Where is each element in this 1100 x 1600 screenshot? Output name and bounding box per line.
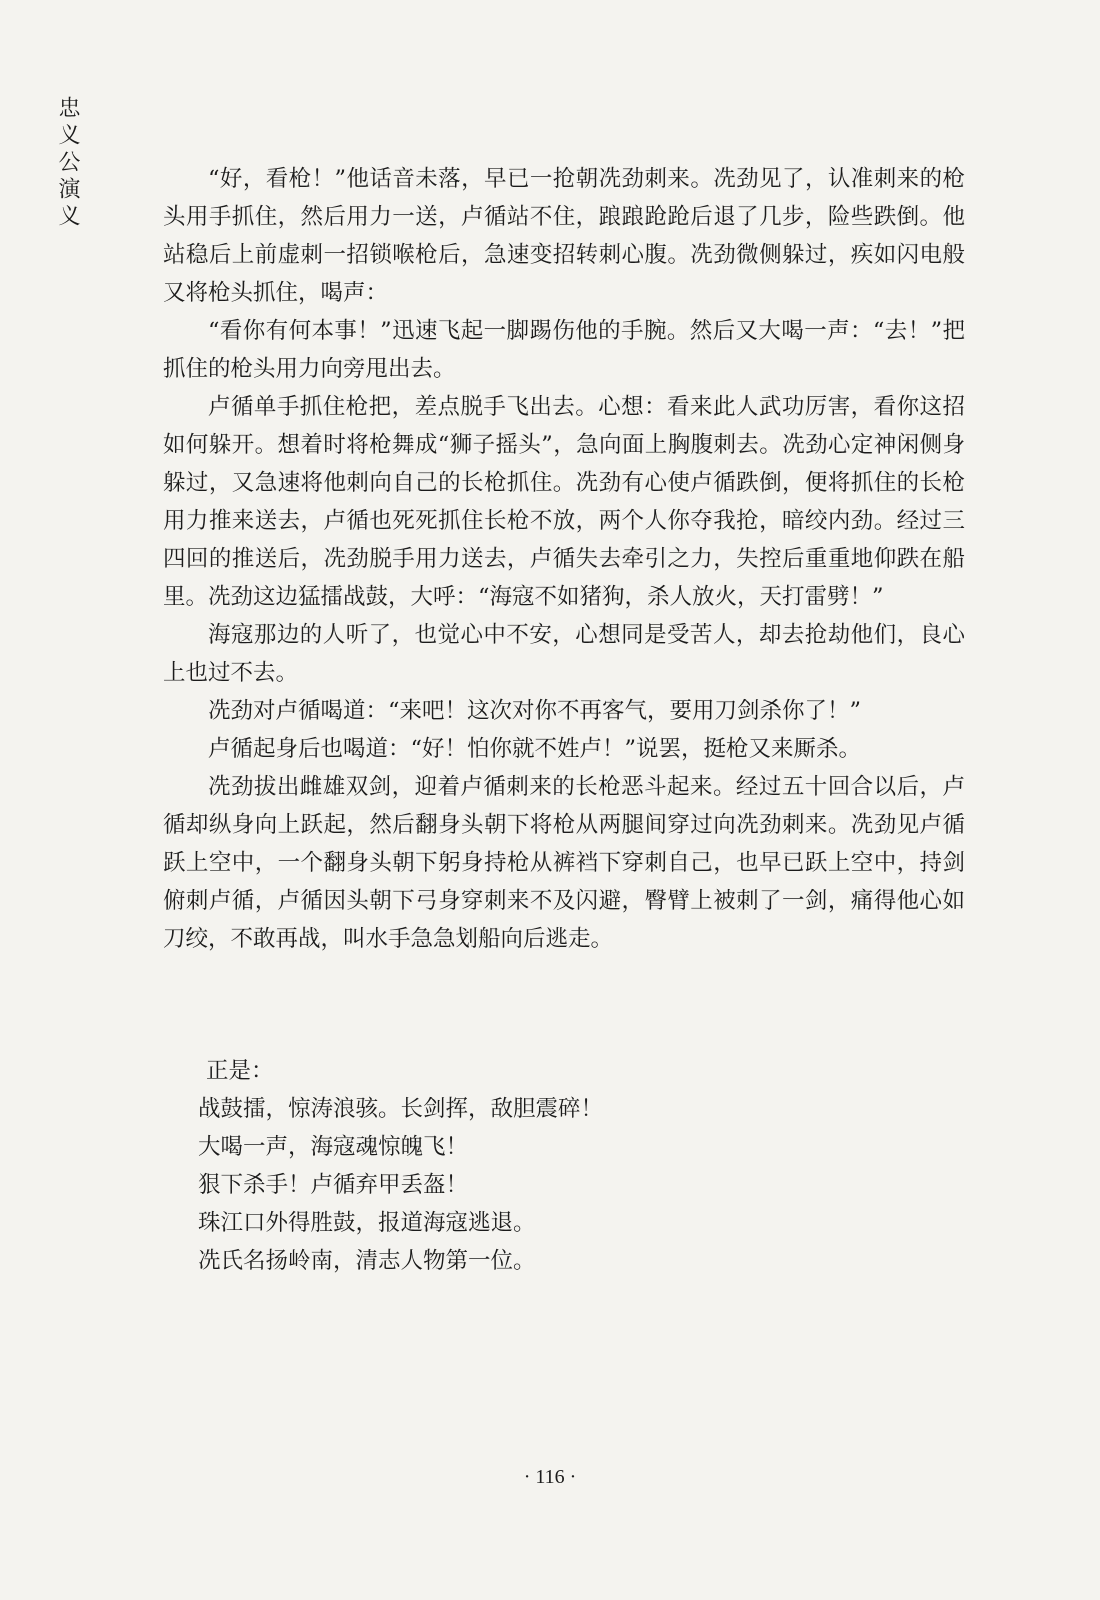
paragraph: 冼劲拔出雌雄双剑，迎着卢循刺来的长枪恶斗起来。经过五十回合以后，卢循却纵身向上跃起，然后翻身头朝下将枪从两腿间穿过向冼劲刺来。冼劲见卢循跃上空中，一个翻身头朝下躬身持枪从裤裆下穿刺自己，也早已跃上空中，持剑俯刺卢循，卢循因头朝下弓身穿刺来不及闪避，臀臂上被刺了一剑，痛得他心如刀绞，不敢再战，叫水手急急划船向后逃走。 bbox=[163, 774, 965, 952]
poem-line: 珠江口外得胜鼓，报道海寇逃退。 bbox=[198, 1210, 536, 1236]
paragraph: 冼劲对卢循喝道：“来吧！这次对你不再客气，要用刀剑杀你了！” bbox=[208, 698, 862, 724]
paragraph: 卢循起身后也喝道：“好！怕你就不姓卢！”说罢，挺枪又来厮杀。 bbox=[208, 736, 862, 762]
poem-line: 冼氏名扬岭南，清志人物第一位。 bbox=[198, 1248, 536, 1274]
running-header-title: 忠义公演义 bbox=[55, 96, 80, 231]
poem-line: 战鼓擂，惊涛浪骇。长剑挥，敌胆震碎！ bbox=[198, 1096, 604, 1122]
paragraph: “好，看枪！”他话音未落，早已一抢朝冼劲刺来。冼劲见了，认准刺来的枪头用手抓住，然后用力一送，卢循站不住，踉踉跄跄后退了几步，险些跌倒。他站稳后上前虚刺一招锁喉枪后，急速变招转刺心腹。冼劲微侧躲过，疾如闪电般又将枪头抓住，喝声： bbox=[163, 166, 965, 306]
poem-line: 狠下杀手！卢循弃甲丢盔！ bbox=[198, 1172, 469, 1198]
body-text bbox=[163, 160, 965, 958]
page-number: · 116 · bbox=[523, 1466, 577, 1488]
poem-line: 大喝一声，海寇魂惊魄飞！ bbox=[198, 1134, 469, 1160]
poem bbox=[198, 1052, 898, 1280]
paragraph: “看你有何本事！”迅速飞起一脚踢伤他的手腕。然后又大喝一声：“去！”把抓住的枪头用力向旁甩出去。 bbox=[163, 318, 965, 382]
paragraph: 海寇那边的人听了，也觉心中不安，心想同是受苦人，却去抢劫他们，良心上也过不去。 bbox=[163, 622, 965, 686]
paragraph: 卢循单手抓住枪把，差点脱手飞出去。心想：看来此人武功厉害，看你这招如何躲开。想着时将枪舞成“狮子摇头”，急向面上胸腹刺去。冼劲心定神闲侧身躲过，又急速将他刺向自己的长枪抓住。冼劲有心使卢循跌倒，便将抓住的长枪用力推来送去，卢循也死死抓住长枪不放，两个人你夺我抢，暗绞内劲。经过三四回的推送后，冼劲脱手用力送去，卢循失去牵引之力，失控后重重地仰跌在船里。冼劲这边猛擂战鼓，大呼：“海寇不如猪狗，杀人放火，天打雷劈！” bbox=[163, 394, 965, 610]
poem-intro: 正是： bbox=[206, 1058, 274, 1084]
